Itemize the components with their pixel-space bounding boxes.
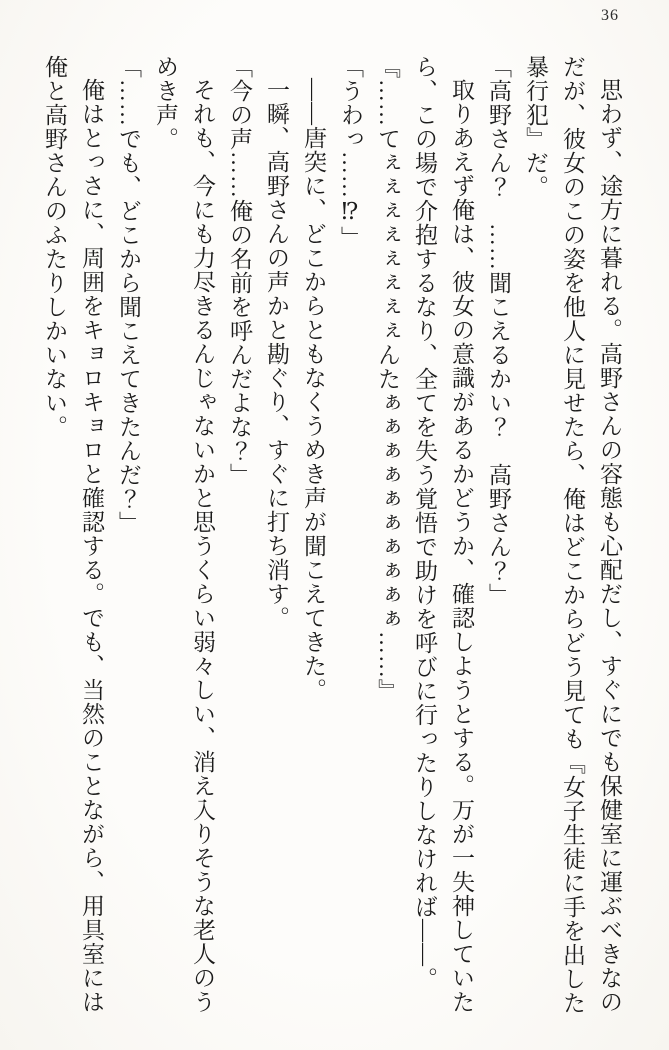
text-line: めき声。 [153, 55, 178, 151]
text-line: 暴行犯』だ。 [523, 55, 548, 199]
text-line: 「今の声……俺の名前を呼んだよな？」 [227, 55, 252, 487]
text-line: 俺と高野さんのふたりしかいない。 [42, 55, 67, 439]
text-line: 思わず、途方に暮れる。高野さんの容態も心配だし、すぐにでも保健室に運ぶべきなの [597, 78, 622, 1014]
text-area [36, 55, 628, 1015]
text-line: それも、今にも力尽きるんじゃないかと思うくらい弱々しい、消え入りそうな老人のう [190, 78, 215, 1014]
text-line: 一瞬、高野さんの声かと勘ぐり、すぐに打ち消す。 [264, 78, 289, 630]
text-line: だが、彼女のこの姿を他人に見せたら、俺はどこからどう見ても『女子生徒に手を出した [560, 55, 585, 1015]
text-line: ら、この場で介抱するなり、全てを失う覚悟で助けを呼びに行ったりしなければ――。 [412, 55, 437, 991]
text-line: 『……てぇぇぇぇぇぇぇぇんたぁぁぁぁぁぁぁぁぁぁ……』 [375, 55, 400, 703]
text-line: 「うわっ……⁉」 [338, 55, 363, 250]
page-number: 36 [601, 7, 619, 24]
text-line: 取りあえず俺は、彼女の意識があるかどうか、確認しようとする。万が一失神していた [449, 78, 474, 1014]
text-line: 俺はとっさに、周囲をキョロキョロと確認する。でも、当然のことながら、用具室には [79, 78, 104, 1014]
text-line: 「……でも、どこから聞こえてきたんだ？」 [116, 55, 141, 535]
text-line: ――唐突に、どこからともなくうめき声が聞こえてきた。 [301, 78, 326, 702]
text-line: 「高野さん？ ……聞こえるかい？ 高野さん？」 [486, 55, 511, 607]
